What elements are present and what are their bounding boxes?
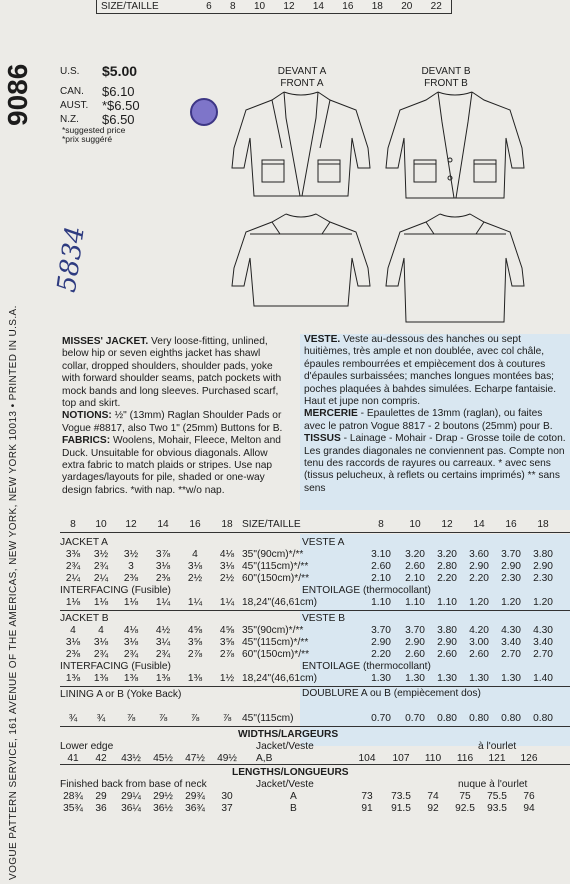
imperial-yardage-cell: 1⅛ xyxy=(93,596,109,608)
publisher-text: VOGUE PATTERN SERVICE, 161 AVENUE OF THE AMERICAS, NEW YORK, NEW YORK 10013 • PRINTED IN U.S.A. xyxy=(8,305,19,880)
jacket-a-heading: JACKET A xyxy=(60,536,108,548)
width-metric-cell: 121 xyxy=(488,752,506,764)
table-rule xyxy=(60,686,570,687)
imperial-yardage-cell: ⅞ xyxy=(126,712,136,724)
handwritten-note: 5834 xyxy=(52,224,91,295)
imperial-yardage-cell: 4 xyxy=(98,624,104,636)
fabrics-label: FABRICS: xyxy=(62,435,111,447)
width-view-label: A,B xyxy=(256,752,273,764)
length-imperial-cell: 35¾ xyxy=(63,802,83,814)
mercerie-label: MERCERIE xyxy=(304,408,358,420)
metric-yardage-cell: 2.20 xyxy=(469,572,489,584)
table-rule xyxy=(60,610,570,611)
metric-yardage-cell: 1.10 xyxy=(405,596,425,608)
widths-subheading: Jacket/Veste xyxy=(256,740,314,752)
imperial-yardage-cell: 2¾ xyxy=(93,648,109,660)
imperial-yardage-cell: 4⅝ xyxy=(219,624,235,636)
imperial-yardage-cell: 1½ xyxy=(219,672,235,684)
metric-yardage-cell: 2.30 xyxy=(501,572,521,584)
metric-yardage-cell: 0.80 xyxy=(437,712,457,724)
price-country: CAN. xyxy=(60,85,84,97)
metric-yardage-cell: 0.70 xyxy=(405,712,425,724)
length-metric-cell: 94 xyxy=(523,802,535,814)
size-strip-size: 14 xyxy=(312,1,324,12)
metric-yardage-cell: 2.60 xyxy=(469,648,489,660)
length-imperial-cell: 30 xyxy=(221,790,233,802)
size-strip-size: 12 xyxy=(283,1,295,12)
imperial-yardage-cell: 3⅝ xyxy=(219,636,235,648)
metric-yardage-cell: 1.10 xyxy=(437,596,457,608)
finished-back-label: Finished back from base of neck xyxy=(60,778,207,790)
metric-yardage-cell: 2.90 xyxy=(533,560,553,572)
size-header-cell: 14 xyxy=(473,518,485,530)
fabric-width-cell: 45"(115cm)*/** xyxy=(242,636,309,648)
length-metric-cell: 74 xyxy=(427,790,439,802)
imperial-yardage-cell: 3⅜ xyxy=(65,548,81,560)
front-a-label-fr: DEVANT A xyxy=(277,66,327,77)
purple-sticker-dot xyxy=(190,98,218,126)
front-a-label xyxy=(262,66,342,90)
metric-yardage-cell: 4.30 xyxy=(533,624,553,636)
size-header-cell: 12 xyxy=(441,518,453,530)
metric-yardage-cell: 3.70 xyxy=(405,624,425,636)
size-strip-label: SIZE/TAILLE xyxy=(101,1,159,12)
size-strip-size: 16 xyxy=(342,1,354,12)
fabrics-text: Woolens, Mohair, Fleece, Melton and Duck. Unsuitable for obvious diagonals. Allow extra fabric to match plaids or stripes. Use nap yardages/layouts for pile, shaded or one-way design fabrics. *with nap. **w/o nap. xyxy=(62,435,281,496)
size-strip-size: 10 xyxy=(253,1,266,12)
metric-yardage-cell: 0.80 xyxy=(501,712,521,724)
metric-yardage-cell: 2.20 xyxy=(371,648,391,660)
length-imperial-cell: 36¼ xyxy=(121,802,141,814)
metric-yardage-cell: 3.20 xyxy=(405,548,425,560)
size-strip-sizes xyxy=(197,1,451,12)
width-metric-cell: 126 xyxy=(520,752,538,764)
metric-yardage-cell: 1.30 xyxy=(371,672,391,684)
length-metric-cell: 92.5 xyxy=(455,802,475,814)
width-imperial-cell: 42 xyxy=(95,752,107,764)
length-metric-cell: 75.5 xyxy=(487,790,507,802)
front-b-label-en: FRONT B xyxy=(424,78,468,89)
length-metric-cell: 76 xyxy=(523,790,535,802)
imperial-yardage-cell: 1⅜ xyxy=(155,672,171,684)
metric-yardage-cell: 2.60 xyxy=(437,648,457,660)
metric-yardage-cell: 3.10 xyxy=(371,548,391,560)
widths-heading: WIDTHS/LARGEURS xyxy=(238,728,339,740)
metric-yardage-cell: 2.70 xyxy=(501,648,521,660)
table-rule xyxy=(60,532,570,533)
metric-yardage-cell: 2.90 xyxy=(371,636,391,648)
size-strip-size: 20 xyxy=(401,1,413,12)
imperial-yardage-cell: 3⅛ xyxy=(93,636,109,648)
metric-yardage-cell: 2.60 xyxy=(405,648,425,660)
imperial-yardage-cell: ⅞ xyxy=(158,712,168,724)
imperial-yardage-cell: 3⅞ xyxy=(155,548,171,560)
back-a-sketch xyxy=(226,210,376,320)
size-header-label: SIZE/TAILLE xyxy=(242,518,301,530)
entoilage-a-heading: ENTOILAGE (thermocollant) xyxy=(302,584,431,596)
front-b-label xyxy=(406,66,486,90)
pattern-number: 9086 xyxy=(2,63,33,126)
size-header-cell: 10 xyxy=(409,518,421,530)
metric-yardage-cell: 2.60 xyxy=(371,560,391,572)
metric-yardage-cell: 3.80 xyxy=(437,624,457,636)
size-header-cell: 8 xyxy=(70,518,76,530)
lower-edge-label: Lower edge xyxy=(60,740,114,752)
price-list xyxy=(60,64,140,144)
price-value: $6.50 xyxy=(102,111,135,127)
tissus-text: - Lainage - Mohair - Drap - Grosse toile de coton. Les grandes diagonales ne conviennent pas. Compte non tenu des raccords de rayures ou carreaux. * avec sens (tissus pelucheux, à reflets ou certains imprimés) ** sans sens xyxy=(304,433,566,494)
size-header-cell: 12 xyxy=(125,518,137,530)
width-metric-cell: 107 xyxy=(392,752,410,764)
metric-yardage-cell: 4.30 xyxy=(501,624,521,636)
imperial-yardage-cell: 2¼ xyxy=(93,572,109,584)
length-metric-cell: 91.5 xyxy=(391,802,411,814)
length-metric-cell: 73.5 xyxy=(391,790,411,802)
width-metric-cell: 116 xyxy=(456,752,474,764)
metric-yardage-cell: 0.80 xyxy=(533,712,553,724)
imperial-yardage-cell: 1⅜ xyxy=(187,672,203,684)
price-row xyxy=(60,64,140,78)
width-imperial-cell: 41 xyxy=(67,752,79,764)
imperial-yardage-cell: 2¾ xyxy=(155,648,171,660)
metric-yardage-cell: 3.40 xyxy=(533,636,553,648)
tissus-label: TISSUS xyxy=(304,433,341,445)
fabric-width-cell: 18,24"(46,61cm) xyxy=(242,596,317,608)
length-metric-cell: 91 xyxy=(361,802,373,814)
size-header-cell: 14 xyxy=(157,518,169,530)
length-imperial-cell: 36 xyxy=(95,802,107,814)
length-imperial-cell: 29¾ xyxy=(185,790,205,802)
price-value: $5.00 xyxy=(102,63,138,79)
imperial-yardage-cell: 2⅜ xyxy=(65,648,81,660)
imperial-yardage-cell: 1⅜ xyxy=(93,672,109,684)
size-strip-size: 18 xyxy=(371,1,383,12)
width-metric-cell: 104 xyxy=(358,752,376,764)
size-header-cell: 18 xyxy=(221,518,233,530)
length-imperial-cell: 29½ xyxy=(153,790,173,802)
table-rule xyxy=(60,726,570,727)
length-metric-cell: 75 xyxy=(459,790,471,802)
price-row xyxy=(60,98,140,112)
width-imperial-cell: 47½ xyxy=(185,752,205,764)
metric-yardage-cell: 3.40 xyxy=(501,636,521,648)
length-view-label: B xyxy=(290,802,297,814)
imperial-yardage-cell: 1¼ xyxy=(219,596,235,608)
metric-yardage-cell: 1.30 xyxy=(405,672,425,684)
back-b-sketch xyxy=(380,210,530,328)
imperial-yardage-cell: 3¼ xyxy=(155,636,171,648)
imperial-yardage-cell: 3½ xyxy=(93,548,109,560)
width-imperial-cell: 49½ xyxy=(217,752,237,764)
length-imperial-cell: 37 xyxy=(221,802,233,814)
length-imperial-cell: 36½ xyxy=(153,802,173,814)
size-header-cell: 18 xyxy=(537,518,549,530)
length-metric-cell: 93.5 xyxy=(487,802,507,814)
imperial-yardage-cell: 2¾ xyxy=(65,560,81,572)
lining-heading: LINING A or B (Yoke Back) xyxy=(60,688,182,700)
metric-yardage-cell: 2.10 xyxy=(371,572,391,584)
imperial-yardage-cell: ¾ xyxy=(68,712,78,724)
imperial-yardage-cell: 3⅝ xyxy=(187,636,203,648)
imperial-yardage-cell: 3⅛ xyxy=(65,636,81,648)
imperial-yardage-cell: 2⅜ xyxy=(123,572,139,584)
imperial-yardage-cell: 3½ xyxy=(123,548,139,560)
lengths-subheading: Jacket/Veste xyxy=(256,778,314,790)
price-value: *$6.50 xyxy=(102,97,140,113)
imperial-yardage-cell: 2½ xyxy=(187,572,203,584)
description-title-fr: VESTE. xyxy=(304,334,341,345)
veste-a-heading: VESTE A xyxy=(302,536,345,548)
size-header-cell: 8 xyxy=(378,518,384,530)
metric-yardage-cell: 0.80 xyxy=(469,712,489,724)
imperial-yardage-cell: 3 xyxy=(128,560,134,572)
imperial-yardage-cell: 2¾ xyxy=(123,648,139,660)
front-b-sketch xyxy=(380,88,530,200)
metric-yardage-cell: 2.80 xyxy=(437,560,457,572)
length-imperial-cell: 29 xyxy=(95,790,107,802)
imperial-yardage-cell: ¾ xyxy=(96,712,106,724)
length-imperial-cell: 36¾ xyxy=(185,802,205,814)
description-english xyxy=(62,336,288,497)
price-row xyxy=(60,84,140,98)
description-title: MISSES' JACKET. xyxy=(62,336,149,347)
metric-yardage-cell: 3.00 xyxy=(469,636,489,648)
front-b-label-fr: DEVANT B xyxy=(421,66,471,77)
width-imperial-cell: 43½ xyxy=(121,752,141,764)
price-country: U.S. xyxy=(60,65,80,77)
lengths-heading: LENGTHS/LONGUEURS xyxy=(232,766,349,778)
price-value: $6.10 xyxy=(102,83,135,99)
imperial-yardage-cell: 2⅜ xyxy=(155,572,171,584)
metric-yardage-cell: 2.60 xyxy=(405,560,425,572)
widths-hem-label: à l'ourlet xyxy=(478,740,517,752)
length-metric-cell: 73 xyxy=(361,790,373,802)
notions-text: ½" (13mm) Raglan Shoulder Pads or Vogue #8817, also Two 1" (25mm) Buttons for B. xyxy=(62,410,283,434)
metric-yardage-cell: 1.20 xyxy=(469,596,489,608)
metric-yardage-cell: 4.20 xyxy=(469,624,489,636)
doublure-heading: DOUBLURE A ou B (empiècement dos) xyxy=(302,688,481,699)
metric-yardage-cell: 1.20 xyxy=(501,596,521,608)
interfacing-b-heading: INTERFACING (Fusible) xyxy=(60,660,171,672)
length-imperial-cell: 29¼ xyxy=(121,790,141,802)
size-header-cell: 10 xyxy=(95,518,107,530)
mercerie-text: - Epaulettes de 13mm (raglan), ou faites avec le patron Vogue 8817 - 2 boutons (25mm) pour B. xyxy=(304,408,553,432)
size-header-cell: 16 xyxy=(189,518,201,530)
imperial-yardage-cell: 3⅛ xyxy=(187,560,203,572)
metric-yardage-cell: 0.70 xyxy=(371,712,391,724)
imperial-yardage-cell: 1¼ xyxy=(187,596,203,608)
metric-yardage-cell: 2.90 xyxy=(501,560,521,572)
fabric-width-cell: 45"(115cm) xyxy=(242,712,294,724)
metric-yardage-cell: 2.20 xyxy=(437,572,457,584)
width-imperial-cell: 45½ xyxy=(153,752,173,764)
entoilage-b-heading: ENTOILAGE (thermocollant) xyxy=(302,660,431,672)
imperial-yardage-cell: 3⅛ xyxy=(123,636,139,648)
metric-yardage-cell: 2.10 xyxy=(405,572,425,584)
width-metric-cell: 110 xyxy=(424,752,442,764)
fabric-width-cell: 60"(150cm)*/** xyxy=(242,648,310,660)
yardage-table xyxy=(60,516,570,814)
fabric-width-cell: 60"(150cm)*/** xyxy=(242,572,310,584)
metric-yardage-cell: 3.80 xyxy=(533,548,553,560)
metric-yardage-cell: 1.10 xyxy=(371,596,391,608)
metric-yardage-cell: 2.90 xyxy=(405,636,425,648)
imperial-yardage-cell: 4⅛ xyxy=(219,548,235,560)
imperial-yardage-cell: ⅞ xyxy=(190,712,200,724)
imperial-yardage-cell: 1⅛ xyxy=(123,596,139,608)
imperial-yardage-cell: ⅞ xyxy=(222,712,232,724)
imperial-yardage-cell: 2¼ xyxy=(65,572,81,584)
front-a-sketch xyxy=(226,88,376,200)
metric-yardage-cell: 2.70 xyxy=(533,648,553,660)
size-strip xyxy=(96,0,452,14)
lengths-hem-label: nuque à l'ourlet xyxy=(458,778,528,790)
price-country: AUST. xyxy=(60,99,89,111)
imperial-yardage-cell: 3⅛ xyxy=(155,560,171,572)
fabric-width-cell: 35"(90cm)*/** xyxy=(242,624,304,636)
metric-yardage-cell: 3.70 xyxy=(501,548,521,560)
metric-yardage-cell: 1.30 xyxy=(469,672,489,684)
imperial-yardage-cell: 4½ xyxy=(155,624,171,636)
imperial-yardage-cell: 4⅝ xyxy=(187,624,203,636)
description-body-fr: Veste au-dessous des hanches ou sept huitièmes, très ample et non doublée, avec col châle, épaules rembourrées et empiècement dos à coutures d'épaules surbaissées; manches longues montées bas; poches plaquées à bahdes simulées. Echarpe fantaisie. Haut et jupe non compris. xyxy=(304,334,557,408)
price-note: *suggested price xyxy=(62,125,126,135)
front-a-label-en: FRONT A xyxy=(280,78,324,89)
imperial-yardage-cell: 4 xyxy=(192,548,198,560)
metric-yardage-cell: 2.30 xyxy=(533,572,553,584)
jacket-b-heading: JACKET B xyxy=(60,612,109,624)
fabric-width-cell: 18,24"(46,61cm) xyxy=(242,672,317,684)
size-strip-size: 6 xyxy=(206,1,212,12)
length-imperial-cell: 28¾ xyxy=(63,790,83,802)
table-rule xyxy=(60,764,570,765)
imperial-yardage-cell: 1⅛ xyxy=(65,596,81,608)
imperial-yardage-cell: 1⅜ xyxy=(65,672,81,684)
length-view-label: A xyxy=(290,790,297,802)
metric-yardage-cell: 1.40 xyxy=(533,672,553,684)
description-french xyxy=(300,334,570,510)
size-strip-size: 22 xyxy=(430,1,442,12)
fabric-width-cell: 45"(115cm)*/** xyxy=(242,560,309,572)
imperial-yardage-cell: 1⅜ xyxy=(123,672,139,684)
imperial-yardage-cell: 2½ xyxy=(219,572,235,584)
imperial-yardage-cell: 4⅛ xyxy=(123,624,139,636)
imperial-yardage-cell: 3⅛ xyxy=(219,560,235,572)
metric-yardage-cell: 3.20 xyxy=(437,548,457,560)
fabric-width-cell: 35"(90cm)*/** xyxy=(242,548,304,560)
imperial-yardage-cell: 2⅞ xyxy=(187,648,203,660)
length-metric-cell: 92 xyxy=(427,802,439,814)
imperial-yardage-cell: 2⅞ xyxy=(219,648,235,660)
veste-b-heading: VESTE B xyxy=(302,612,346,624)
metric-yardage-cell: 1.30 xyxy=(501,672,521,684)
size-header-cell: 16 xyxy=(505,518,517,530)
description-body: Very loose-fitting, unlined, below hip or seven eighths jacket has shawl collar, dropped shoulders, shoulder pads, yoke with forward shoulder seams, patch pockets with mock bands and long sleeves. Purchased scarf, top and skirt. xyxy=(62,336,282,410)
metric-yardage-cell: 3.70 xyxy=(371,624,391,636)
metric-yardage-cell: 1.30 xyxy=(437,672,457,684)
metric-yardage-cell: 2.90 xyxy=(437,636,457,648)
notions-label: NOTIONS: xyxy=(62,410,112,422)
price-country: N.Z. xyxy=(60,113,79,125)
metric-yardage-cell: 2.90 xyxy=(469,560,489,572)
price-row xyxy=(60,112,140,126)
metric-yardage-cell: 3.60 xyxy=(469,548,489,560)
metric-yardage-cell: 1.20 xyxy=(533,596,553,608)
interfacing-a-heading: INTERFACING (Fusible) xyxy=(60,584,171,596)
size-strip-size: 8 xyxy=(230,1,236,12)
imperial-yardage-cell: 2¾ xyxy=(93,560,109,572)
imperial-yardage-cell: 1¼ xyxy=(155,596,171,608)
price-note-fr: *prix suggéré xyxy=(62,134,113,144)
imperial-yardage-cell: 4 xyxy=(70,624,76,636)
